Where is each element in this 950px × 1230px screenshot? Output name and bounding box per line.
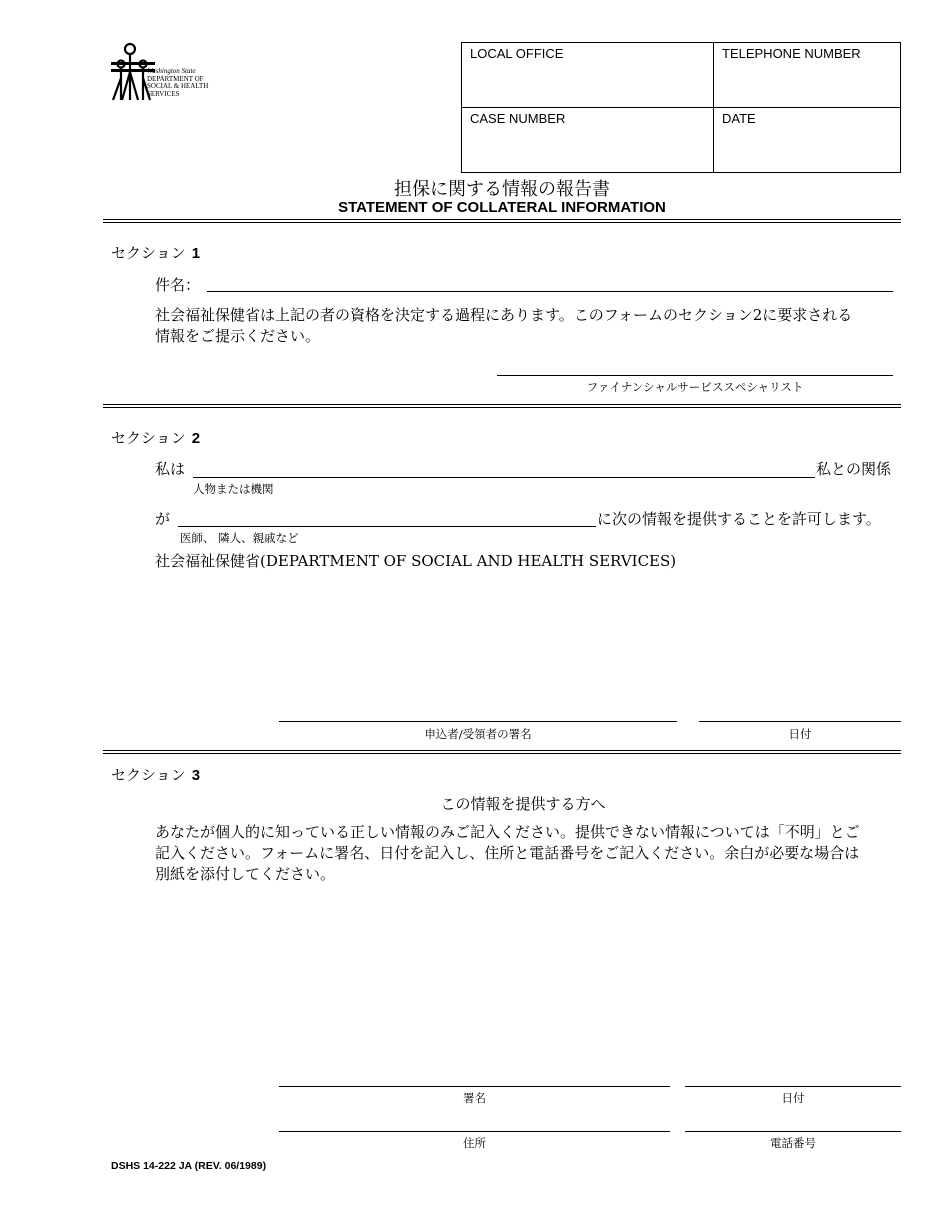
section-3-paragraph-line-2: 記入ください。フォームに署名、日付を記入し、住所と電話番号をご記入ください。余白が必要な場合は <box>155 844 860 862</box>
logo-text <box>147 68 211 98</box>
case-number-field[interactable] <box>462 108 714 172</box>
provider-phone-caption: 電話番号 <box>770 1136 816 1150</box>
provider-phone-line[interactable] <box>685 1131 901 1132</box>
section-1-paragraph <box>155 305 895 347</box>
section-2-number: 2 <box>191 430 201 447</box>
dshs-logo <box>110 42 210 106</box>
person-or-agency-input-line[interactable] <box>193 477 815 478</box>
local-office-label: LOCAL OFFICE <box>470 46 564 61</box>
section-3-paragraph-line-1: あなたが個人的に知っている正しい情報のみご記入ください。提供できない情報については「不明」とご <box>155 823 860 841</box>
provider-signature-caption: 署名 <box>463 1091 486 1105</box>
section-divider <box>103 404 901 408</box>
logo-dept: DEPARTMENT OF <box>147 74 204 83</box>
person-or-agency-hint: 人物または機関 <box>193 482 274 496</box>
section-3-paragraph <box>155 822 895 885</box>
section-2-date-caption: 日付 <box>788 727 812 741</box>
applicant-signature-caption: 申込者/受領者の署名 <box>424 727 532 741</box>
subject-input-line[interactable] <box>207 291 893 292</box>
case-number-label: CASE NUMBER <box>470 111 566 126</box>
relationship-suffix: 私との関係 <box>816 460 892 478</box>
form-title-japanese: 担保に関する情報の報告書 <box>394 179 610 200</box>
date-field[interactable] <box>714 108 901 172</box>
form-title-english: STATEMENT OF COLLATERAL INFORMATION <box>338 199 666 216</box>
section-divider <box>103 219 901 223</box>
provider-date-line[interactable] <box>685 1086 901 1087</box>
section-1-heading <box>111 242 200 263</box>
applicant-signature-line[interactable] <box>279 721 677 722</box>
header-info-box <box>461 42 901 173</box>
provider-signature-line[interactable] <box>279 1086 670 1087</box>
department-line: 社会福祉保健省(DEPARTMENT OF SOCIAL AND HEALTH SERVICES) <box>155 552 677 570</box>
provider-address-caption: 住所 <box>463 1136 486 1150</box>
subject-label: 件名： <box>155 276 201 294</box>
section-3-paragraph-line-3: 別紙を添付してください。 <box>155 865 336 883</box>
specialist-caption: ファイナンシャルサービススペシャリスト <box>586 380 804 394</box>
section-1-paragraph-line-1: 社会福祉保健省は上記の者の資格を決定する過程にあります。このフォームのセクション2に要求される <box>155 306 853 324</box>
section-3-number: 3 <box>191 767 201 784</box>
telephone-number-field[interactable] <box>714 43 901 108</box>
collateral-source-input-line[interactable] <box>178 526 596 527</box>
section-1-label: セクション <box>111 244 186 262</box>
provider-date-caption: 日付 <box>781 1091 805 1105</box>
section-3-heading <box>111 764 200 785</box>
section-2-label: セクション <box>111 429 186 447</box>
examples-hint: 医師、 隣人、親戚など <box>180 531 299 545</box>
ga-prefix: が <box>155 510 171 528</box>
provider-address-line[interactable] <box>279 1131 670 1132</box>
section-3-label: セクション <box>111 766 186 784</box>
section-2-heading <box>111 427 200 448</box>
telephone-number-label: TELEPHONE NUMBER <box>722 46 861 61</box>
section-1-paragraph-line-2: 情報をご提示ください。 <box>155 327 321 345</box>
specialist-signature-line[interactable] <box>497 375 893 376</box>
date-label: DATE <box>722 111 756 126</box>
logo-services: SERVICES <box>147 89 180 98</box>
section-divider <box>103 750 901 754</box>
section-2-date-line[interactable] <box>699 721 901 722</box>
i-prefix: 私は <box>155 460 186 478</box>
logo-state: Washington State <box>147 67 196 75</box>
form-id-footer: DSHS 14-222 JA (REV. 06/1989) <box>111 1160 267 1172</box>
local-office-field[interactable] <box>462 43 714 108</box>
section-3-subheading: この情報を提供する方へ <box>440 795 606 813</box>
section-1-number: 1 <box>191 245 201 262</box>
permission-suffix: に次の情報を提供することを許可します。 <box>597 510 881 528</box>
logo-social-health: SOCIAL & HEALTH <box>147 82 209 90</box>
